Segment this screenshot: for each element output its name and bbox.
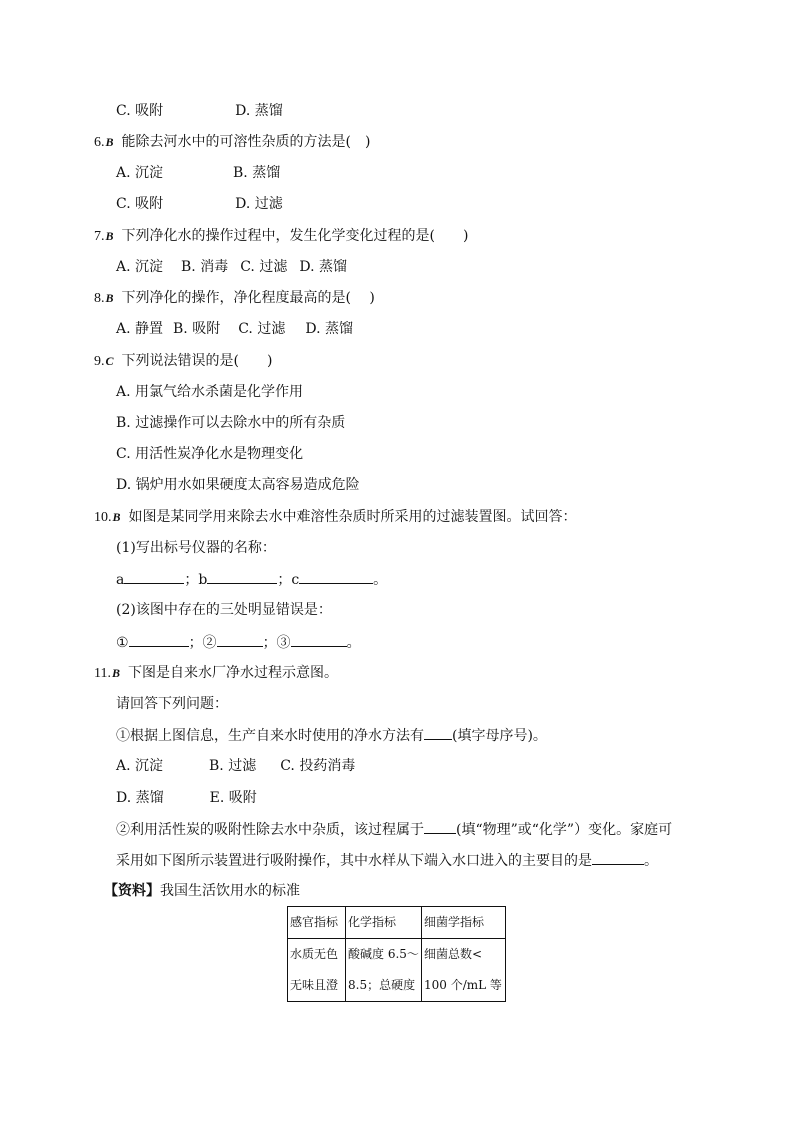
water-standard-table (287, 906, 506, 1002)
table-header-cell: 细菌学指标 (422, 907, 506, 939)
q8-options-row (116, 320, 353, 338)
q11-prompt: 请回答下列问题： (116, 696, 228, 712)
q11-option-c: C. 投药消毒 (280, 758, 356, 774)
marker-3: ；③ (262, 635, 291, 651)
q9-option-c: C. 用活性炭净化水是物理变化 (116, 446, 304, 462)
question-9 (94, 352, 272, 371)
question-8 (94, 289, 375, 308)
question-stem: 下图是自来水厂净水过程示意图。 (128, 665, 338, 681)
part-1-text: ①根据上图信息，生产自来水时使用的净水方法有 (116, 728, 424, 744)
difficulty-badge: B (105, 229, 114, 243)
question-number: 9. (94, 354, 105, 369)
question-stem: 下列净化的操作，净化程度最高的是( ) (121, 290, 375, 306)
q11-part-2 (116, 820, 672, 839)
difficulty-badge: C (105, 354, 114, 368)
question-11 (94, 664, 338, 683)
q11-option-e: E. 吸附 (209, 790, 257, 806)
cell-line: 8.5；总硬度 (348, 978, 416, 992)
q7-option-b: B. 消毒 (181, 259, 229, 275)
q9-option-d: D. 锅炉用水如果硬度太高容易造成危险 (116, 477, 360, 493)
q9-option-b: B. 过滤操作可以去除水中的所有杂质 (116, 415, 346, 431)
table-header-cell: 感官指标 (288, 907, 346, 939)
q5-option-d: D. 蒸馏 (235, 103, 283, 119)
table-cell (346, 939, 422, 1002)
question-number: 10. (94, 510, 112, 525)
label-c: ；c (277, 572, 300, 588)
question-number: 11. (94, 666, 111, 681)
q9-option-a: A. 用氯气给水杀菌是化学作用 (116, 384, 304, 400)
part-2-hint: (填“物理”或“化学”）变化。家庭可 (456, 822, 673, 838)
answer-blank-2[interactable] (217, 633, 263, 647)
q11-option-a: A. 沉淀 (116, 758, 164, 774)
q5-options-row (116, 102, 283, 120)
question-number: 6. (94, 135, 105, 150)
answer-blank-a[interactable] (124, 570, 184, 584)
answer-blank-3[interactable] (291, 633, 347, 647)
table-header-cell: 化学指标 (346, 907, 422, 939)
q6-options-row-2 (116, 195, 283, 213)
q7-option-a: A. 沉淀 (116, 259, 164, 275)
q11-part-3 (116, 851, 658, 870)
q8-option-d: D. 蒸馏 (305, 321, 353, 337)
q6-options-row-1 (116, 164, 280, 182)
period: 。 (373, 572, 388, 588)
q11-part-1 (116, 726, 547, 745)
marker-1: ① (116, 635, 129, 651)
q6-option-c: C. 吸附 (116, 196, 164, 212)
difficulty-badge: B (105, 291, 114, 305)
table-row (288, 939, 506, 1002)
part-3-text: 采用如下图所示装置进行吸附操作，其中水样从下端入水口进入的主要目的是 (116, 853, 592, 869)
label-b: ；b (184, 572, 208, 588)
label-a: a (116, 572, 125, 588)
answer-blank-c[interactable] (299, 570, 373, 584)
q6-option-b: B. 蒸馏 (233, 165, 281, 181)
cell-line: 水质无色 (290, 947, 339, 961)
q7-options-row (116, 258, 347, 276)
q11-option-d: D. 蒸馏 (116, 790, 164, 806)
cell-line: 细菌总数< (424, 947, 483, 961)
difficulty-badge: B (111, 666, 120, 680)
table-cell (288, 939, 346, 1002)
answer-blank-1[interactable] (129, 633, 189, 647)
q7-option-c: C. 过滤 (240, 259, 288, 275)
q8-option-c: C. 过滤 (238, 321, 286, 337)
question-stem: 能除去河水中的可溶性杂质的方法是( ) (121, 134, 371, 150)
part-1-hint: (填字母序号)。 (452, 728, 547, 744)
q10-answer-row-2 (116, 633, 361, 652)
answer-blank-change-type[interactable] (424, 820, 456, 834)
difficulty-badge: B (105, 135, 114, 149)
difficulty-badge: B (112, 510, 121, 524)
cell-line: 酸碱度 6.5～ (348, 947, 419, 961)
q10-sub-question-2: (2)该图中存在的三处明显错误是： (116, 602, 332, 618)
question-6 (94, 133, 370, 152)
q10-sub-question-1: (1)写出标号仪器的名称： (116, 540, 276, 556)
question-number: 8. (94, 291, 105, 306)
q6-option-a: A. 沉淀 (116, 165, 164, 181)
period: 。 (346, 635, 361, 651)
q5-option-c: C. 吸附 (116, 103, 164, 119)
table-header-row (288, 907, 506, 939)
resource-title: 我国生活饮用水的标准 (160, 883, 300, 899)
q11-options-row-2 (116, 789, 257, 807)
question-stem: 下列说法错误的是( ) (121, 353, 273, 369)
q10-answer-row-1 (116, 570, 387, 589)
part-2-text: ②利用活性炭的吸附性除去水中杂质，该过程属于 (116, 822, 424, 838)
answer-blank-methods[interactable] (424, 726, 452, 740)
answer-blank-b[interactable] (207, 570, 277, 584)
table-cell (422, 939, 506, 1002)
resource-tag: 【资料】 (104, 883, 160, 899)
question-number: 7. (94, 229, 105, 244)
question-stem: 如图是某同学用来除去水中难溶性杂质时所采用的过滤装置图。试回答： (128, 509, 577, 525)
q6-option-d: D. 过滤 (235, 196, 283, 212)
q7-option-d: D. 蒸馏 (299, 259, 347, 275)
q8-option-b: B. 吸附 (173, 321, 221, 337)
period: 。 (644, 853, 658, 869)
marker-2: ；② (188, 635, 217, 651)
q11-options-row-1 (116, 757, 355, 775)
cell-line: 100 个/mL 等 (424, 978, 502, 992)
question-10 (94, 508, 577, 527)
q11-option-b: B. 过滤 (209, 758, 257, 774)
q8-option-a: A. 静置 (116, 321, 164, 337)
answer-blank-purpose[interactable] (592, 851, 644, 865)
question-stem: 下列净化水的操作过程中，发生化学变化过程的是( ) (121, 228, 469, 244)
cell-line: 无味且澄 (290, 978, 339, 992)
question-7 (94, 227, 468, 246)
resource-heading (104, 882, 300, 900)
